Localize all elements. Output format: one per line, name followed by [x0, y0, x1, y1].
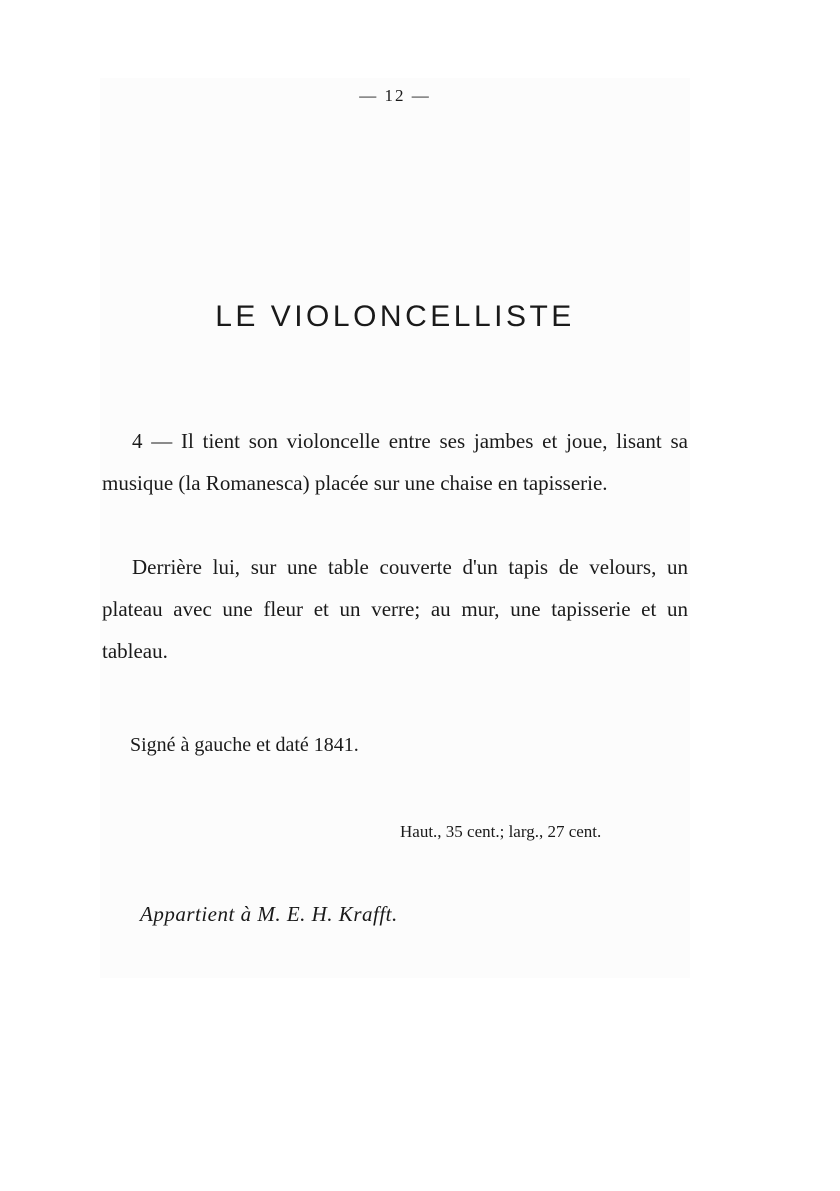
dimensions-note: Haut., 35 cent.; larg., 27 cent.	[400, 822, 602, 841]
page-title: LE VIOLONCELLISTE	[215, 300, 575, 333]
page-background	[100, 78, 690, 978]
entry-description: 4 — Il tient son violoncelle entre ses jambes et joue, lisant sa musique (la Romanesca) placée sur une chaise en tapisserie.	[102, 429, 688, 495]
signature-note: Signé à gauche et daté 1841.	[130, 734, 359, 756]
entry-background-description: Derrière lui, sur une table couverte d'un tapis de velours, un plateau avec une fleur et un verre; au mur, une tapisserie et un tableau.	[102, 555, 688, 663]
page-number: — 12 —	[359, 86, 431, 105]
owner-note: Appartient à M. E. H. Krafft.	[140, 902, 398, 926]
